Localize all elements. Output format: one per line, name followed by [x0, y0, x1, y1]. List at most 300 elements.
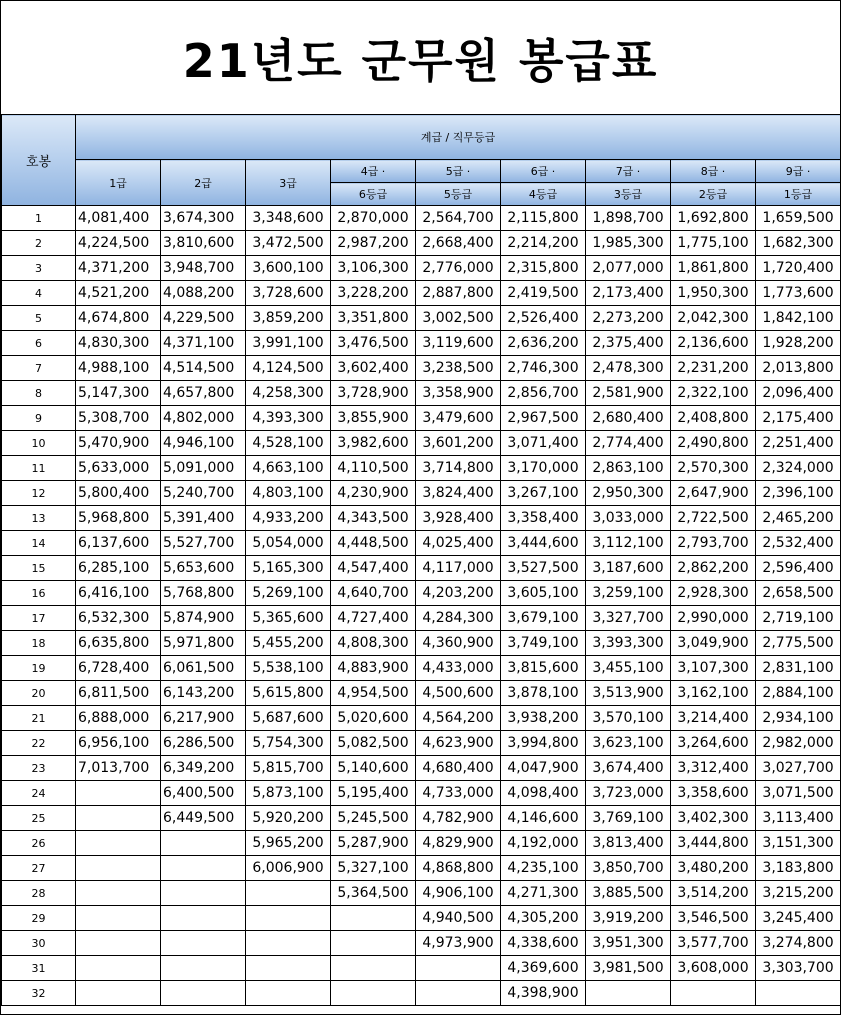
salary-cell: 5,920,200 [246, 806, 331, 831]
salary-cell: 3,674,400 [586, 756, 671, 781]
salary-cell: 4,110,500 [331, 456, 416, 481]
table-row [2, 781, 841, 806]
salary-cell: 6,061,500 [161, 656, 246, 681]
hobong-cell: 5 [2, 306, 76, 331]
salary-cell: 2,658,500 [756, 581, 841, 606]
salary-cell: 3,810,600 [161, 231, 246, 256]
table-row [2, 506, 841, 531]
hobong-cell: 16 [2, 581, 76, 606]
salary-cell: 2,887,800 [416, 281, 501, 306]
salary-cell: 6,217,900 [161, 706, 246, 731]
grade-header: 3급 [246, 160, 331, 206]
salary-cell: 2,987,200 [331, 231, 416, 256]
salary-cell: 3,183,800 [756, 856, 841, 881]
salary-cell: 2,793,700 [671, 531, 756, 556]
grade-header: 2급 [161, 160, 246, 206]
salary-cell: 2,273,200 [586, 306, 671, 331]
salary-cell: 3,919,200 [586, 906, 671, 931]
salary-cell: 2,231,200 [671, 356, 756, 381]
salary-cell: 2,175,400 [756, 406, 841, 431]
salary-cell: 3,215,200 [756, 881, 841, 906]
grade-header-top: 7급 · [586, 160, 671, 183]
salary-cell: 5,054,000 [246, 531, 331, 556]
table-row [2, 956, 841, 981]
salary-cell: 3,393,300 [586, 631, 671, 656]
salary-cell: 2,375,400 [586, 331, 671, 356]
hobong-cell: 26 [2, 831, 76, 856]
salary-cell: 2,251,400 [756, 431, 841, 456]
salary-cell: 2,322,100 [671, 381, 756, 406]
salary-cell: 5,308,700 [76, 406, 161, 431]
salary-cell: 3,113,400 [756, 806, 841, 831]
salary-cell: 3,570,100 [586, 706, 671, 731]
salary-cell: 3,245,400 [756, 906, 841, 931]
salary-cell: 2,465,200 [756, 506, 841, 531]
salary-cell: 3,267,100 [501, 481, 586, 506]
hobong-cell: 15 [2, 556, 76, 581]
salary-cell: 5,800,400 [76, 481, 161, 506]
salary-cell: 4,081,400 [76, 206, 161, 231]
salary-cell: 5,815,700 [246, 756, 331, 781]
table-header [2, 115, 841, 206]
salary-cell: 5,873,100 [246, 781, 331, 806]
hobong-cell: 14 [2, 531, 76, 556]
salary-cell: 5,147,300 [76, 381, 161, 406]
salary-cell: 3,546,500 [671, 906, 756, 931]
salary-cell: 2,419,500 [501, 281, 586, 306]
salary-cell: 5,364,500 [331, 881, 416, 906]
salary-cell: 2,928,300 [671, 581, 756, 606]
salary-cell: 3,358,900 [416, 381, 501, 406]
hobong-cell: 11 [2, 456, 76, 481]
salary-cell: 3,769,100 [586, 806, 671, 831]
salary-cell: 4,663,100 [246, 456, 331, 481]
salary-cell [416, 981, 501, 1006]
grade-header-bottom: 3등급 [586, 183, 671, 206]
hobong-cell: 17 [2, 606, 76, 631]
salary-cell: 2,526,400 [501, 306, 586, 331]
salary-cell: 2,775,500 [756, 631, 841, 656]
salary-cell: 4,369,600 [501, 956, 586, 981]
table-row [2, 356, 841, 381]
salary-cell: 4,829,900 [416, 831, 501, 856]
salary-cell: 3,264,600 [671, 731, 756, 756]
salary-cell: 4,398,900 [501, 981, 586, 1006]
salary-cell: 3,728,600 [246, 281, 331, 306]
salary-cell: 6,416,100 [76, 581, 161, 606]
salary-cell: 5,245,500 [331, 806, 416, 831]
salary-cell: 4,640,700 [331, 581, 416, 606]
salary-cell: 3,214,400 [671, 706, 756, 731]
salary-cell: 2,774,400 [586, 431, 671, 456]
salary-cell [246, 906, 331, 931]
salary-cell: 3,327,700 [586, 606, 671, 631]
salary-table [1, 114, 841, 1006]
salary-cell: 3,855,900 [331, 406, 416, 431]
salary-cell: 5,391,400 [161, 506, 246, 531]
salary-cell: 3,002,500 [416, 306, 501, 331]
salary-cell: 5,165,300 [246, 556, 331, 581]
salary-cell: 2,077,000 [586, 256, 671, 281]
salary-cell: 2,862,200 [671, 556, 756, 581]
salary-cell: 2,863,100 [586, 456, 671, 481]
salary-cell: 3,824,400 [416, 481, 501, 506]
salary-cell: 3,472,500 [246, 231, 331, 256]
salary-cell: 4,802,000 [161, 406, 246, 431]
salary-cell: 3,402,300 [671, 806, 756, 831]
salary-cell [161, 981, 246, 1006]
salary-cell: 4,338,600 [501, 931, 586, 956]
salary-cell: 1,659,500 [756, 206, 841, 231]
salary-cell: 3,623,100 [586, 731, 671, 756]
salary-cell [76, 956, 161, 981]
salary-cell: 5,020,600 [331, 706, 416, 731]
salary-cell: 3,107,300 [671, 656, 756, 681]
salary-cell: 5,327,100 [331, 856, 416, 881]
salary-cell: 6,286,500 [161, 731, 246, 756]
hobong-cell: 31 [2, 956, 76, 981]
salary-cell: 3,749,100 [501, 631, 586, 656]
salary-cell: 2,982,000 [756, 731, 841, 756]
salary-cell: 1,898,700 [586, 206, 671, 231]
hobong-cell: 3 [2, 256, 76, 281]
table-body [2, 206, 841, 1006]
salary-cell: 4,371,200 [76, 256, 161, 281]
salary-cell: 3,358,400 [501, 506, 586, 531]
salary-cell: 2,719,100 [756, 606, 841, 631]
salary-cell: 3,071,400 [501, 431, 586, 456]
salary-cell: 1,720,400 [756, 256, 841, 281]
salary-cell: 4,564,200 [416, 706, 501, 731]
salary-cell: 3,274,800 [756, 931, 841, 956]
salary-cell: 4,733,000 [416, 781, 501, 806]
salary-cell: 3,513,900 [586, 681, 671, 706]
salary-cell: 2,490,800 [671, 431, 756, 456]
salary-cell: 2,096,400 [756, 381, 841, 406]
salary-cell: 4,224,500 [76, 231, 161, 256]
salary-cell: 4,500,600 [416, 681, 501, 706]
salary-cell: 5,615,800 [246, 681, 331, 706]
salary-cell: 5,653,600 [161, 556, 246, 581]
grade-group-header: 계급 / 직무등급 [76, 115, 841, 160]
salary-cell [76, 856, 161, 881]
salary-cell: 1,692,800 [671, 206, 756, 231]
salary-cell: 4,146,600 [501, 806, 586, 831]
salary-cell: 2,596,400 [756, 556, 841, 581]
salary-cell: 4,946,100 [161, 431, 246, 456]
salary-cell: 4,117,000 [416, 556, 501, 581]
salary-cell: 4,954,500 [331, 681, 416, 706]
salary-cell [76, 931, 161, 956]
salary-cell: 6,449,500 [161, 806, 246, 831]
table-row [2, 881, 841, 906]
salary-cell: 4,371,100 [161, 331, 246, 356]
salary-cell: 7,013,700 [76, 756, 161, 781]
salary-cell: 5,269,100 [246, 581, 331, 606]
table-row [2, 231, 841, 256]
salary-cell: 2,478,300 [586, 356, 671, 381]
table-row [2, 931, 841, 956]
salary-cell: 5,768,800 [161, 581, 246, 606]
table-row [2, 731, 841, 756]
salary-cell: 3,723,000 [586, 781, 671, 806]
salary-cell: 2,934,100 [756, 706, 841, 731]
salary-cell: 3,480,200 [671, 856, 756, 881]
hobong-cell: 8 [2, 381, 76, 406]
salary-cell: 4,433,000 [416, 656, 501, 681]
salary-cell: 4,933,200 [246, 506, 331, 531]
table-row [2, 331, 841, 356]
salary-cell [161, 831, 246, 856]
hobong-cell: 21 [2, 706, 76, 731]
salary-cell: 4,727,400 [331, 606, 416, 631]
salary-cell: 3,479,600 [416, 406, 501, 431]
salary-cell: 2,856,700 [501, 381, 586, 406]
hobong-cell: 4 [2, 281, 76, 306]
salary-cell: 2,636,200 [501, 331, 586, 356]
table-row [2, 856, 841, 881]
page-title: 21년도 군무원 봉급표 [182, 33, 659, 88]
salary-cell: 3,033,000 [586, 506, 671, 531]
hobong-cell: 24 [2, 781, 76, 806]
salary-cell [76, 831, 161, 856]
salary-cell: 3,228,200 [331, 281, 416, 306]
salary-cell: 2,408,800 [671, 406, 756, 431]
salary-cell: 6,956,100 [76, 731, 161, 756]
salary-cell: 4,088,200 [161, 281, 246, 306]
hobong-cell: 29 [2, 906, 76, 931]
table-row [2, 306, 841, 331]
salary-cell [331, 906, 416, 931]
salary-cell: 2,870,000 [331, 206, 416, 231]
salary-cell [416, 956, 501, 981]
salary-cell: 3,981,500 [586, 956, 671, 981]
hobong-cell: 6 [2, 331, 76, 356]
salary-cell: 6,006,900 [246, 856, 331, 881]
salary-cell: 3,112,100 [586, 531, 671, 556]
salary-cell [76, 881, 161, 906]
hobong-cell: 30 [2, 931, 76, 956]
hobong-cell: 20 [2, 681, 76, 706]
grade-header-top: 8급 · [671, 160, 756, 183]
table-row [2, 981, 841, 1006]
salary-cell [671, 981, 756, 1006]
grade-header: 1급 [76, 160, 161, 206]
salary-cell: 5,687,600 [246, 706, 331, 731]
table-row [2, 481, 841, 506]
salary-cell: 3,991,100 [246, 331, 331, 356]
salary-cell: 6,137,600 [76, 531, 161, 556]
salary-cell: 4,271,300 [501, 881, 586, 906]
salary-cell: 3,938,200 [501, 706, 586, 731]
salary-cell: 4,448,500 [331, 531, 416, 556]
salary-cell: 5,538,100 [246, 656, 331, 681]
salary-cell: 3,476,500 [331, 331, 416, 356]
salary-cell: 5,633,000 [76, 456, 161, 481]
grade-header-top: 5급 · [416, 160, 501, 183]
salary-cell: 4,203,200 [416, 581, 501, 606]
salary-cell: 3,601,200 [416, 431, 501, 456]
salary-cell: 4,547,400 [331, 556, 416, 581]
salary-cell: 4,047,900 [501, 756, 586, 781]
salary-cell: 2,680,400 [586, 406, 671, 431]
salary-cell: 4,883,900 [331, 656, 416, 681]
salary-cell: 2,884,100 [756, 681, 841, 706]
salary-cell: 3,850,700 [586, 856, 671, 881]
salary-cell: 3,600,100 [246, 256, 331, 281]
salary-cell: 2,967,500 [501, 406, 586, 431]
salary-cell: 1,682,300 [756, 231, 841, 256]
salary-cell [161, 956, 246, 981]
salary-cell: 3,351,800 [331, 306, 416, 331]
salary-cell [331, 956, 416, 981]
salary-cell: 3,358,600 [671, 781, 756, 806]
salary-cell: 4,229,500 [161, 306, 246, 331]
salary-cell: 3,728,900 [331, 381, 416, 406]
salary-cell: 2,776,000 [416, 256, 501, 281]
salary-cell: 2,214,200 [501, 231, 586, 256]
salary-cell: 4,830,300 [76, 331, 161, 356]
salary-cell: 3,605,100 [501, 581, 586, 606]
hobong-cell: 12 [2, 481, 76, 506]
grade-header-bottom: 4등급 [501, 183, 586, 206]
table-row [2, 531, 841, 556]
salary-cell [586, 981, 671, 1006]
salary-cell: 3,878,100 [501, 681, 586, 706]
salary-cell: 5,240,700 [161, 481, 246, 506]
salary-cell: 4,025,400 [416, 531, 501, 556]
salary-cell [246, 881, 331, 906]
salary-cell: 2,647,900 [671, 481, 756, 506]
salary-cell [76, 806, 161, 831]
salary-cell: 4,973,900 [416, 931, 501, 956]
salary-cell: 4,782,900 [416, 806, 501, 831]
salary-cell: 5,971,800 [161, 631, 246, 656]
salary-cell: 5,874,900 [161, 606, 246, 631]
salary-cell: 6,285,100 [76, 556, 161, 581]
salary-cell: 2,722,500 [671, 506, 756, 531]
table-row [2, 406, 841, 431]
table-row [2, 431, 841, 456]
salary-cell: 2,746,300 [501, 356, 586, 381]
salary-cell [161, 931, 246, 956]
salary-cell: 3,679,100 [501, 606, 586, 631]
table-row [2, 656, 841, 681]
salary-cell [331, 981, 416, 1006]
salary-cell: 4,124,500 [246, 356, 331, 381]
salary-cell [246, 956, 331, 981]
salary-cell: 3,162,100 [671, 681, 756, 706]
salary-cell: 3,170,000 [501, 456, 586, 481]
salary-cell: 5,527,700 [161, 531, 246, 556]
salary-cell: 6,888,000 [76, 706, 161, 731]
salary-cell: 5,470,900 [76, 431, 161, 456]
table-row [2, 906, 841, 931]
salary-cell: 2,136,600 [671, 331, 756, 356]
salary-cell: 2,315,800 [501, 256, 586, 281]
salary-cell [246, 981, 331, 1006]
hobong-cell: 23 [2, 756, 76, 781]
salary-cell: 3,859,200 [246, 306, 331, 331]
table-row [2, 756, 841, 781]
salary-cell: 3,951,300 [586, 931, 671, 956]
salary-cell: 1,773,600 [756, 281, 841, 306]
salary-cell: 3,151,300 [756, 831, 841, 856]
salary-cell: 2,950,300 [586, 481, 671, 506]
grade-header-top: 9급 · [756, 160, 841, 183]
salary-cell: 2,013,800 [756, 356, 841, 381]
salary-cell: 3,602,400 [331, 356, 416, 381]
salary-cell: 1,928,200 [756, 331, 841, 356]
salary-cell [161, 856, 246, 881]
table-row [2, 606, 841, 631]
salary-cell: 4,284,300 [416, 606, 501, 631]
salary-cell: 1,985,300 [586, 231, 671, 256]
salary-cell: 4,393,300 [246, 406, 331, 431]
salary-cell: 5,195,400 [331, 781, 416, 806]
table-row [2, 381, 841, 406]
salary-cell: 5,140,600 [331, 756, 416, 781]
salary-cell: 1,842,100 [756, 306, 841, 331]
salary-cell: 3,049,900 [671, 631, 756, 656]
salary-cell: 1,950,300 [671, 281, 756, 306]
hobong-header: 호봉 [2, 115, 76, 206]
table-row [2, 556, 841, 581]
salary-cell: 2,668,400 [416, 231, 501, 256]
salary-cell: 3,071,500 [756, 781, 841, 806]
salary-cell [756, 981, 841, 1006]
salary-cell: 3,994,800 [501, 731, 586, 756]
table-row [2, 681, 841, 706]
salary-cell: 3,027,700 [756, 756, 841, 781]
salary-cell: 3,187,600 [586, 556, 671, 581]
salary-cell: 4,988,100 [76, 356, 161, 381]
grade-header-bottom: 6등급 [331, 183, 416, 206]
table-row [2, 631, 841, 656]
salary-cell: 3,577,700 [671, 931, 756, 956]
hobong-cell: 2 [2, 231, 76, 256]
salary-cell: 4,803,100 [246, 481, 331, 506]
hobong-cell: 25 [2, 806, 76, 831]
salary-cell: 3,527,500 [501, 556, 586, 581]
salary-cell: 2,990,000 [671, 606, 756, 631]
table-row [2, 831, 841, 856]
salary-cell: 6,532,300 [76, 606, 161, 631]
salary-cell: 3,674,300 [161, 206, 246, 231]
grade-header-top: 4급 · [331, 160, 416, 183]
salary-cell: 4,235,100 [501, 856, 586, 881]
salary-cell: 1,861,800 [671, 256, 756, 281]
salary-cell: 2,115,800 [501, 206, 586, 231]
hobong-cell: 27 [2, 856, 76, 881]
salary-cell: 5,754,300 [246, 731, 331, 756]
salary-cell: 4,343,500 [331, 506, 416, 531]
salary-cell: 2,042,300 [671, 306, 756, 331]
salary-cell: 3,348,600 [246, 206, 331, 231]
salary-cell: 4,906,100 [416, 881, 501, 906]
salary-cell: 4,098,400 [501, 781, 586, 806]
salary-cell: 5,365,600 [246, 606, 331, 631]
salary-cell: 2,396,100 [756, 481, 841, 506]
hobong-cell: 13 [2, 506, 76, 531]
salary-cell: 5,287,900 [331, 831, 416, 856]
salary-cell: 4,360,900 [416, 631, 501, 656]
salary-cell: 4,868,800 [416, 856, 501, 881]
salary-cell: 6,400,500 [161, 781, 246, 806]
table-row [2, 581, 841, 606]
salary-cell [76, 906, 161, 931]
salary-cell: 3,312,400 [671, 756, 756, 781]
